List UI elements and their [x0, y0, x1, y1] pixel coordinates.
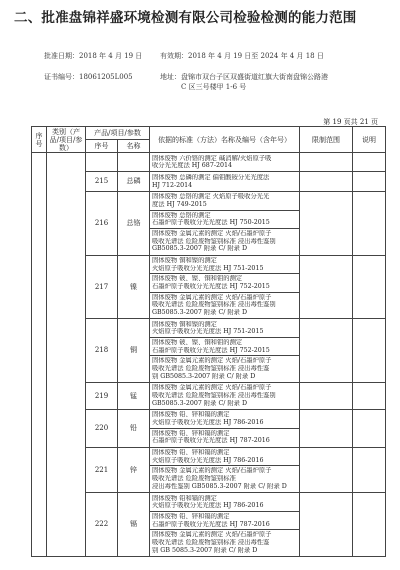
method-text-line: 固体废物 铜和镍的测定	[152, 320, 217, 328]
limit-cell	[300, 319, 353, 383]
table-row	[32, 493, 386, 557]
method-standard	[150, 273, 299, 291]
item-number: 217	[86, 255, 118, 319]
method-cell	[150, 153, 300, 172]
header-note: 说明	[353, 127, 386, 153]
method-text-line: 石墨炉原子吸收分光光度法 HJ 752-2015	[152, 346, 270, 354]
method-standard	[150, 355, 299, 381]
method-text-line: 固体废物 铅、锌和镉的测定	[152, 512, 230, 520]
method-text-line: 火焰原子吸收分光光度法 HJ 786-2016	[152, 456, 264, 464]
limit-cell	[300, 382, 353, 409]
item-name: 镉	[118, 493, 150, 557]
item-name: 锰	[118, 382, 150, 409]
method-text-line: 石墨炉原子吸收分光光度法 HJ 752-2015	[152, 283, 270, 291]
certificate-number-value: 18061205L005	[79, 73, 133, 81]
validity-value: 2018 年 4 月 19 日至 2024 年 4 月 18 日	[188, 52, 324, 60]
table-body	[32, 153, 386, 557]
page-number: 第 19 页共 21 页	[323, 118, 378, 126]
method-cell	[150, 409, 300, 447]
approval-date	[44, 51, 142, 61]
method-standard	[152, 154, 297, 171]
method-text-line: 固体废物 铜和镍的测定	[152, 257, 217, 265]
method-standard	[152, 192, 297, 209]
limit-cell	[300, 447, 353, 492]
method-standard	[152, 448, 297, 465]
validity-period	[160, 51, 324, 61]
method-text-line: 别 GB5085.3-2007 附录 C/ 附录 D	[152, 372, 256, 380]
item-name: 铅	[118, 409, 150, 447]
method-text-line: 石墨炉原子吸收分光光度法 HJ 787-2016	[152, 520, 270, 528]
header-no: 序号	[32, 127, 47, 153]
limit-cell	[300, 493, 353, 557]
method-text-line: 固体废物 铅、锌和镉的测定	[152, 411, 230, 419]
method-text-line: 固体废物 铅、锌和镉的测定	[152, 449, 230, 457]
method-standard	[152, 410, 297, 427]
item-name: 铜	[118, 319, 150, 383]
method-text-line: 固体废物 铅、锌和镉的测定	[152, 429, 230, 437]
method-text-line: 石墨炉原子吸收分光光度法 HJ 750-2015	[152, 219, 270, 227]
approval-date-label: 批准日期：	[44, 52, 79, 60]
method-cell	[150, 447, 300, 492]
method-text-line: GB5085.3-2007 附录 C/ 附录 D	[152, 309, 248, 317]
method-text-line: HJ 712-2014	[152, 181, 193, 189]
note-cell	[353, 493, 386, 557]
item-name: 总铬	[118, 191, 150, 255]
method-standard	[150, 228, 299, 254]
method-text-line: 火焰原子吸收分光光度法 HJ 786-2016	[152, 419, 264, 427]
item-number: 222	[86, 493, 118, 557]
header-item-name: 名称	[118, 140, 150, 153]
page-title: 二、批准盘锦祥盛环境检测有限公司检验检测的能力范围	[14, 10, 357, 26]
item-name	[118, 153, 150, 172]
method-text-line: 吸收光谱法 危险废物鉴别标准 浸出毒性鉴别	[152, 237, 276, 245]
note-cell	[353, 447, 386, 492]
approval-date-value: 2018 年 4 月 19 日	[79, 52, 143, 60]
method-standard	[150, 210, 299, 228]
item-number: 218	[86, 319, 118, 383]
method-text-line: 收分光光度法 HJ 687-2014	[152, 162, 232, 170]
note-cell	[353, 319, 386, 383]
method-text-line: 别 GB 5085.3-2007 附录 C/ 附录 D	[152, 546, 258, 554]
header-limit: 限制范围	[300, 127, 353, 153]
method-standard	[150, 428, 299, 446]
note-cell	[353, 382, 386, 409]
item-number: 220	[86, 409, 118, 447]
method-text-line: 固体废物 铅和镉的测定	[152, 494, 217, 502]
note-cell	[353, 409, 386, 447]
note-cell	[353, 153, 386, 172]
method-text-line: 固体废物 金属元素的测定 火焰/石墨炉原子	[152, 384, 272, 392]
method-standard	[152, 173, 297, 190]
method-text-line: 固体废物 六价铬的测定 碱消解/火焰原子吸	[152, 154, 272, 162]
method-text-line: GB5085.3-2007 附录 C/ 附录 D	[152, 245, 248, 253]
category-no-cell	[32, 153, 47, 557]
method-text-line: 固体废物 金属元素的测定 火焰/石墨炉原子	[152, 293, 272, 301]
method-text-line: 石墨炉原子吸收分光光度法 HJ 787-2016	[152, 437, 270, 445]
table-row	[32, 447, 386, 492]
capability-table	[31, 126, 386, 557]
method-text-line: GB5085.3-2007 附录 C/ 附录 D	[152, 399, 248, 407]
method-cell	[150, 493, 300, 557]
header-item-no: 序号	[86, 140, 118, 153]
header-row	[32, 127, 386, 140]
validity-label: 有效期：	[160, 52, 188, 60]
method-standard	[150, 465, 299, 491]
limit-cell	[300, 191, 353, 255]
method-text-line: 火焰原子吸收分光光度法 HJ 786-2016	[152, 502, 264, 510]
method-text-line: 固体废物 铍、镍、铜和钼的测定	[152, 275, 243, 283]
certificate-number-label: 证书编号：	[44, 73, 79, 81]
method-text-line: 固体废物 金属元素的测定 火焰/石墨炉原子	[152, 531, 272, 539]
method-cell	[150, 191, 300, 255]
category-name-cell	[47, 153, 86, 557]
method-text-line: 固体废物 铍、镍、铜和钼的测定	[152, 339, 243, 347]
method-text-line: 固体废物 金属元素的测定 火焰/石墨炉原子	[152, 357, 272, 365]
address-line-1: 盘锦市双台子区双盛街道红旗大街南盘锦公路港	[181, 73, 328, 81]
limit-cell	[300, 409, 353, 447]
limit-cell	[300, 255, 353, 319]
method-text-line: 固体废物 总铬的测定 火焰原子吸收分光光	[152, 193, 270, 201]
table-row	[32, 409, 386, 447]
item-name: 总磷	[118, 172, 150, 191]
method-text-line: 火焰原子吸收分光光度法 HJ 751-2015	[152, 264, 264, 272]
limit-cell	[300, 153, 353, 172]
method-standard	[150, 529, 299, 555]
table-row	[32, 191, 386, 255]
note-cell	[353, 172, 386, 191]
note-cell	[353, 191, 386, 255]
method-standard	[152, 320, 297, 337]
item-number	[86, 153, 118, 172]
table-row	[32, 172, 386, 191]
method-text-line: 吸收光谱法 危险废物鉴别标准 浸出毒性鉴别	[152, 392, 276, 400]
method-text-line: 吸收光谱法 危险废物鉴别标准 浸出毒性鉴	[152, 365, 270, 373]
address-line-2: C 区三号楼甲 1-6 号	[181, 83, 247, 91]
method-standard	[152, 494, 297, 511]
table-row	[32, 153, 386, 172]
method-text-line: 度法 HJ 749-2015	[152, 201, 207, 208]
item-number: 216	[86, 191, 118, 255]
address-label: 地址：	[160, 73, 181, 81]
header-product-item-param: 产品/项目/参数	[86, 127, 150, 140]
method-text-line: 吸收光谱法 危险废物鉴别标准 浸出毒性鉴别	[152, 301, 276, 309]
table-row	[32, 382, 386, 409]
method-text-line: 吸收光谱法 危险废物鉴别标准 浸出毒性鉴	[152, 538, 270, 546]
header-method: 依据的标准（方法）名称及编号（含年号）	[150, 127, 300, 153]
address	[160, 72, 328, 82]
item-number: 215	[86, 172, 118, 191]
item-name: 镍	[118, 255, 150, 319]
method-text-line: 吸收光谱法 危险废物鉴别标准	[152, 475, 236, 483]
item-number: 219	[86, 382, 118, 409]
method-standard	[150, 292, 299, 318]
method-text-line: 固体废物 金属元素的测定 火焰/石墨炉原子	[152, 230, 272, 238]
item-number: 221	[86, 447, 118, 492]
certificate-number	[44, 72, 133, 82]
method-text-line: 固体废物 金属元素的测定 火焰/石墨炉原子	[152, 467, 272, 475]
method-standard	[152, 256, 297, 273]
method-text-line: 浸出毒性鉴别 GB5085.3-2007 附录 C/ 附录 D	[152, 482, 287, 490]
method-standard	[150, 511, 299, 529]
note-cell	[353, 255, 386, 319]
method-standard	[152, 383, 297, 408]
method-standard	[150, 337, 299, 355]
table-row	[32, 255, 386, 319]
method-cell	[150, 319, 300, 383]
method-cell	[150, 255, 300, 319]
header-category: 类别（产品/项目/参数）	[47, 127, 86, 153]
method-text-line: 火焰原子吸收分光光度法 HJ 751-2015	[152, 328, 264, 336]
method-text-line: 固体废物 总磷的测定 偏钼酸铵分光光度法	[152, 173, 270, 181]
limit-cell	[300, 172, 353, 191]
item-name: 锌	[118, 447, 150, 492]
method-cell	[150, 382, 300, 409]
table-row	[32, 319, 386, 383]
method-cell	[150, 172, 300, 191]
method-text-line: 固体废物 总铬的测定	[152, 211, 211, 219]
